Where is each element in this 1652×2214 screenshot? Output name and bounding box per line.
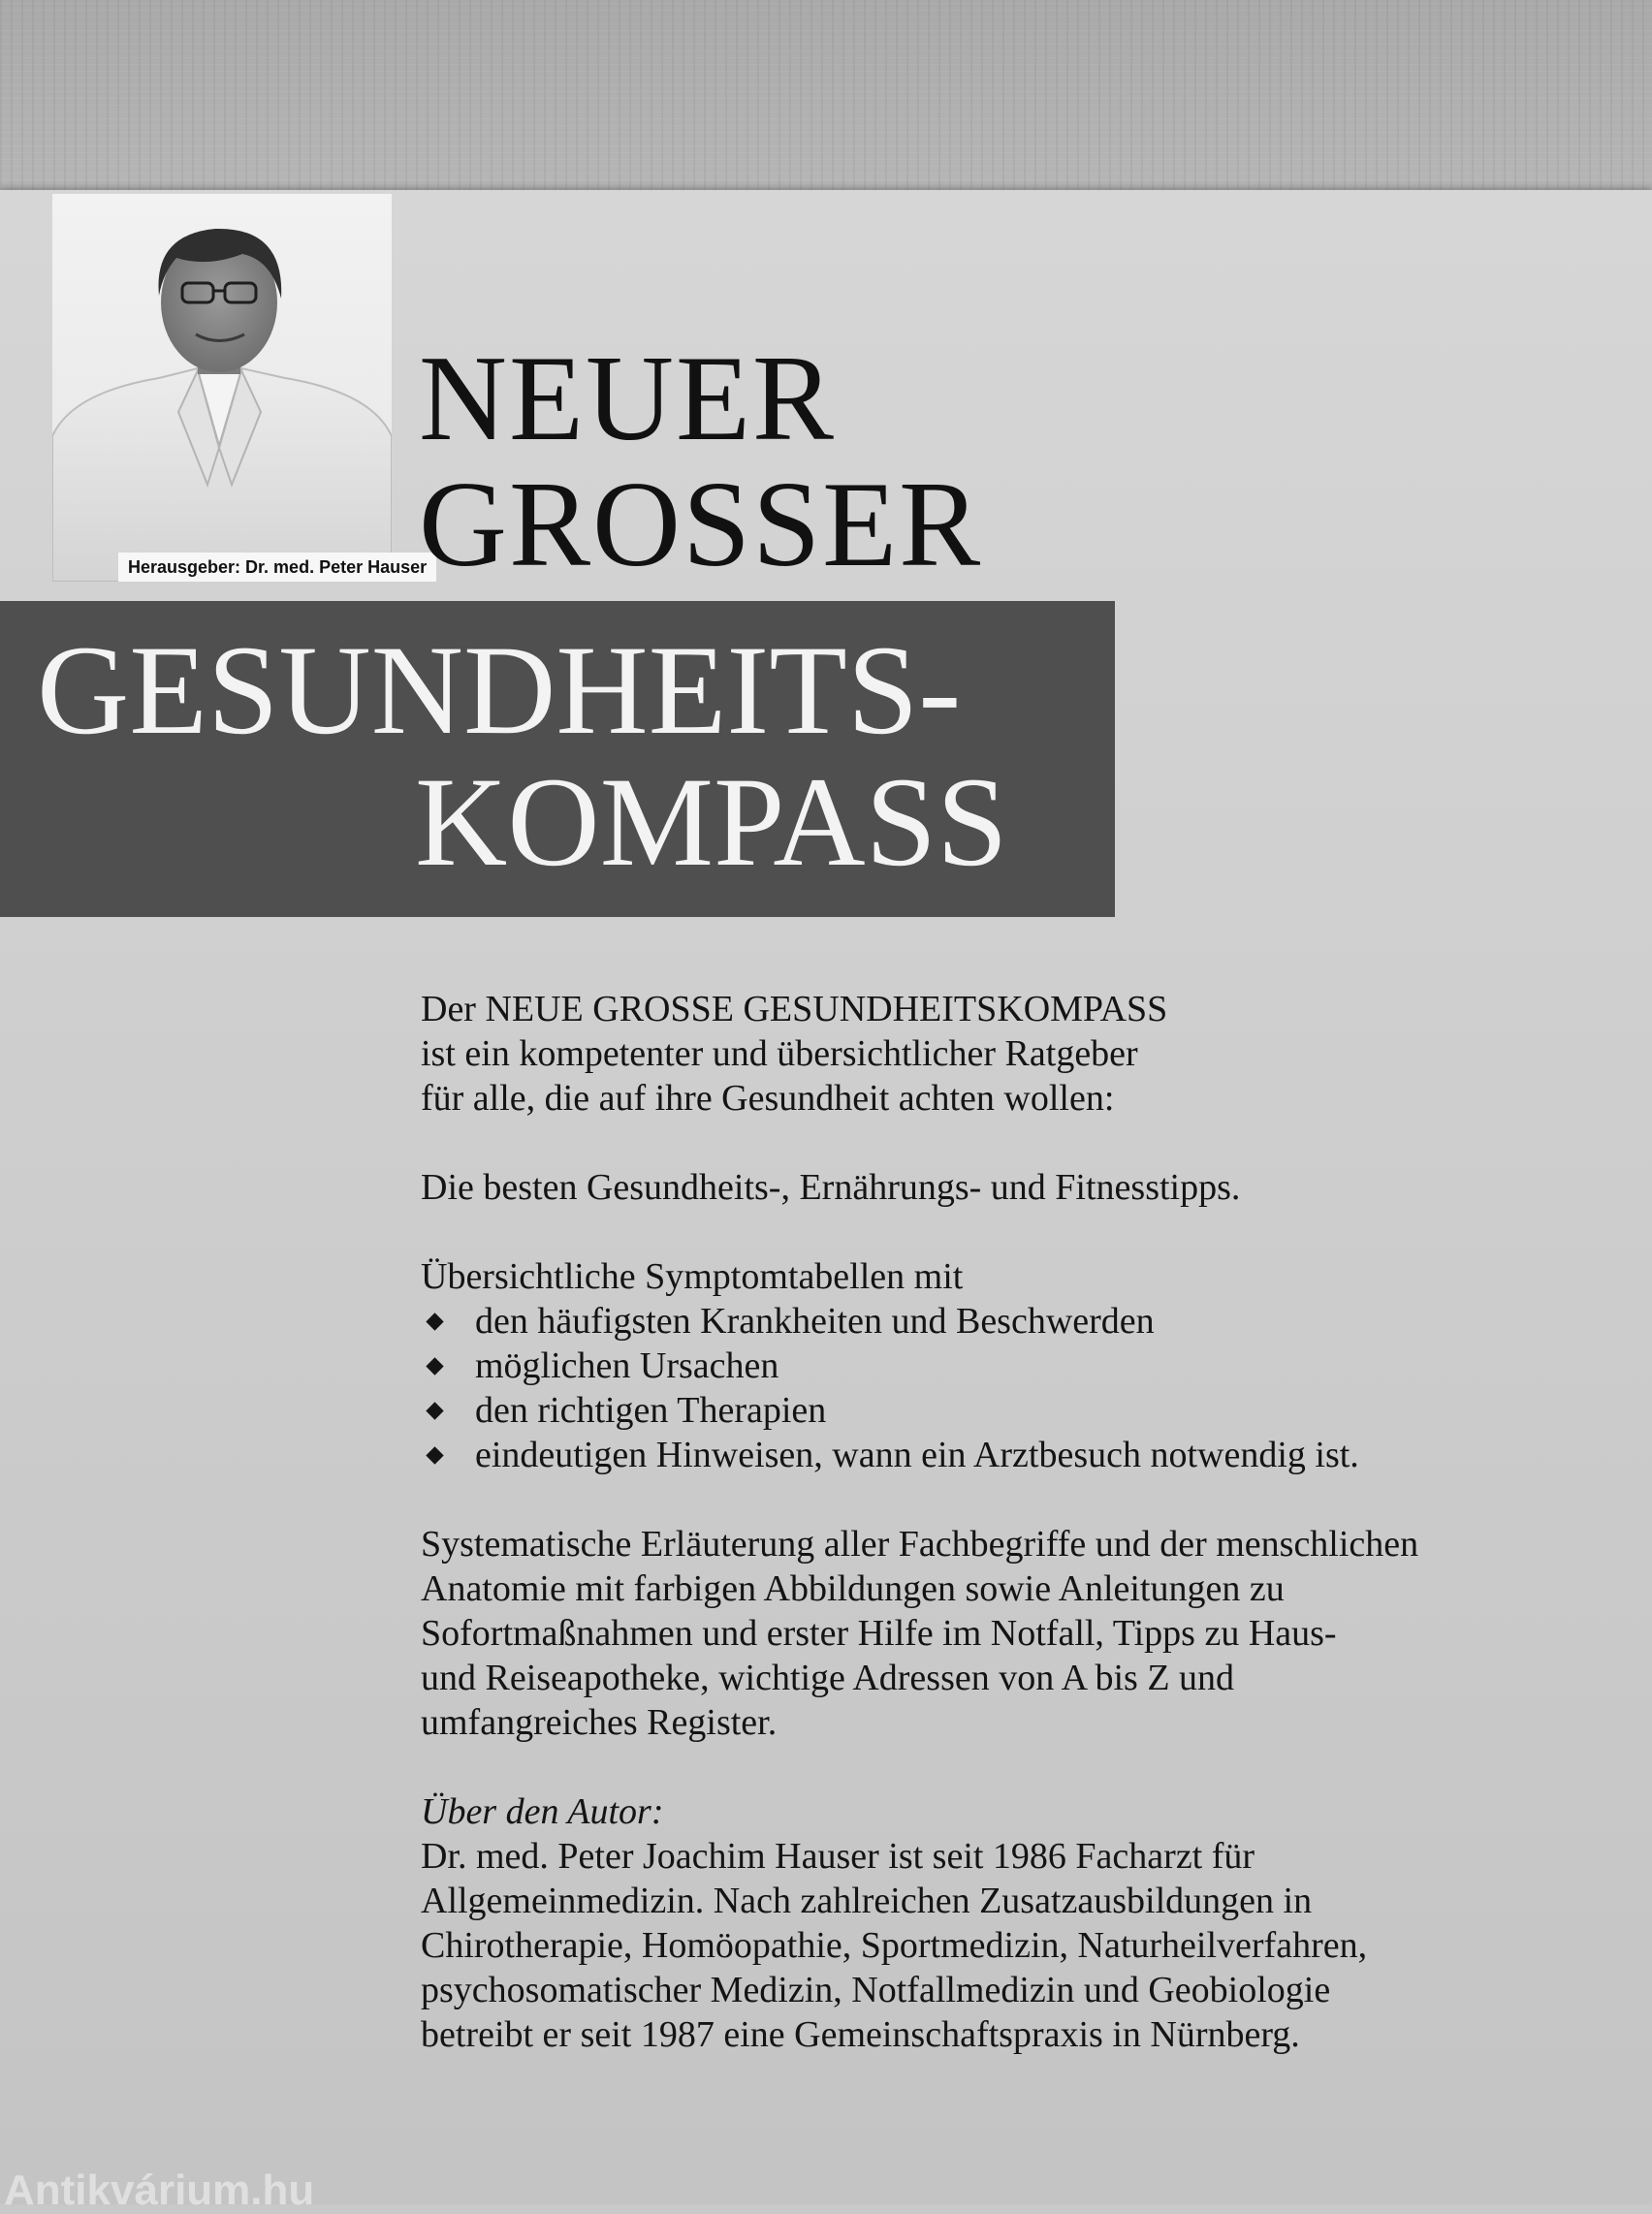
symptom-list [421, 1299, 1584, 1477]
banner-title-gesundheits: GESUNDHEITS- [37, 618, 962, 761]
author-heading: Über den Autor: [421, 1791, 664, 1832]
list-item: eindeutigen Hinweisen, wann ein Arztbesuch notwendig ist. [421, 1433, 1584, 1477]
watermark: Antikvárium.hu [4, 2167, 315, 2214]
diamond-bullet-icon [426, 1313, 443, 1330]
systematic-paragraph: Systematische Erläuterung aller Fachbegriffe und der menschlichen Anatomie mit farbigen Abbildungen sowie Anleitungen zu Sofortmaßnahmen und erster Hilfe im Notfall, Tipps zu Haus- und Reiseapotheke, wichtige Adressen von A bis Z und umfangreiches Register. [421, 1524, 1419, 1743]
diamond-bullet-icon [426, 1446, 443, 1464]
diamond-bullet-icon [426, 1402, 443, 1419]
photo-caption: Herausgeber: Dr. med. Peter Hauser [118, 553, 436, 582]
background-strip [0, 0, 1652, 194]
list-item: möglichen Ursachen [421, 1344, 1584, 1388]
symptom-intro: Übersichtliche Symptomtabellen mit [421, 1256, 964, 1297]
diamond-bullet-icon [426, 1357, 443, 1375]
tips-paragraph: Die besten Gesundheits-, Ernährungs- und Fitnesstipps. [421, 1167, 1241, 1208]
list-item: den häufigsten Krankheiten und Beschwerden [421, 1299, 1584, 1344]
intro-paragraph: Der NEUE GROSSE GESUNDHEITSKOMPASS ist ein kompetenter und übersichtlicher Ratgeber für alle, die auf ihre Gesundheit achten wollen: [421, 989, 1168, 1119]
title-line-grosser: GROSSER [419, 458, 983, 592]
blurb-text [421, 987, 1584, 2057]
author-photo [52, 194, 392, 582]
title-line-neuer: NEUER [419, 332, 836, 466]
author-bio: Dr. med. Peter Joachim Hauser ist seit 1986 Facharzt für Allgemeinmedizin. Nach zahlreichen Zusatzausbildungen in Chirotherapie, Homöopathie, Sportmedizin, Naturheilverfahren, psychosomatischer Medizin, Notfallmedizin und Geobiologie betreibt er seit 1987 eine Gemeinschaftspraxis in Nürnberg. [421, 1836, 1368, 2055]
list-item: den richtigen Therapien [421, 1388, 1584, 1433]
banner-title-kompass: KOMPASS [415, 750, 1008, 893]
